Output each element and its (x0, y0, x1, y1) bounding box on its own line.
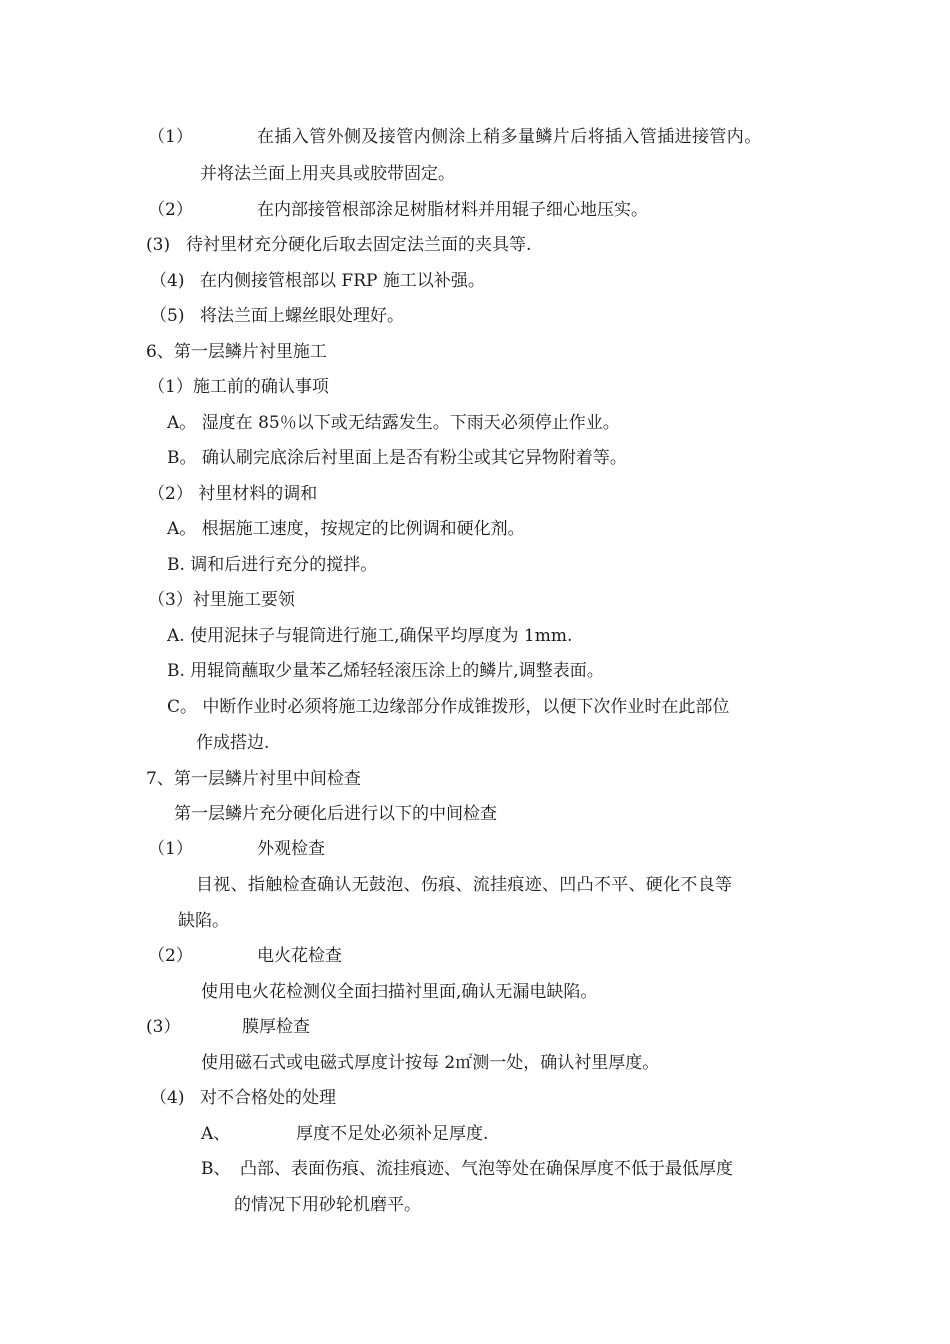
line-text: 凸部、表面伤痕、流挂痕迹、气泡等处在确保厚度不低于最低厚度 (240, 1159, 733, 1179)
line-text: A。 湿度在 85％以下或无结露发生。下雨天必须停止作业。 (167, 413, 620, 433)
list-marker: (3) (146, 235, 171, 255)
line-text: A. 使用泥抹子与辊筒进行施工,确保平均厚度为 1mm. (167, 626, 573, 646)
line-text: A。 根据施工速度，按规定的比例调和硬化剂。 (167, 519, 525, 539)
line-text: 使用电火花检测仪全面扫描衬里面,确认无漏电缺陷。 (201, 982, 598, 1002)
line-text: （3）衬里施工要领 (148, 590, 295, 610)
line-text: 厚度不足处必须补足厚度. (296, 1124, 489, 1144)
line-text: 外观检查 (257, 839, 325, 859)
line-text: 在内侧接管根部以 FRP 施工以补强。 (200, 271, 485, 291)
list-marker: （1） (148, 127, 193, 147)
line-text: 使用磁石式或电磁式厚度计按每 2㎡测一处，确认衬里厚度。 (201, 1053, 660, 1073)
line-text: 的情况下用砂轮机磨平。 (234, 1195, 421, 1215)
line-text: 7、第一层鳞片衬里中间检查 (146, 769, 361, 789)
line-text: 并将法兰面上用夹具或胶带固定。 (200, 164, 455, 184)
line-text: B。 确认刷完底涂后衬里面上是否有粉尘或其它异物附着等。 (167, 448, 627, 468)
list-marker: （4) (150, 271, 185, 291)
list-marker: （5) (150, 306, 185, 326)
line-text: 6、第一层鳞片衬里施工 (146, 342, 327, 362)
line-text: B. 调和后进行充分的搅拌。 (167, 555, 378, 575)
line-text: 在内部接管根部涂足树脂材料并用辊子细心地压实。 (257, 200, 648, 220)
line-text: 电火花检查 (257, 946, 342, 966)
line-text: 在插入管外侧及接管内侧涂上稍多量鳞片后将插入管插进接管内。 (257, 127, 762, 147)
line-text: 缺陷。 (178, 911, 229, 931)
list-marker: A、 (201, 1124, 231, 1144)
list-marker: （2） (148, 200, 193, 220)
list-marker: （1） (148, 839, 193, 859)
line-text: 待衬里材充分硬化后取去固定法兰面的夹具等. (186, 235, 532, 255)
line-text: 将法兰面上螺丝眼处理好。 (200, 306, 404, 326)
line-text: 目视、指触检查确认无鼓泡、伤痕、流挂痕迹、凹凸不平、硬化不良等 (196, 875, 733, 895)
list-marker: （2） (148, 946, 193, 966)
line-text: 膜厚检查 (242, 1017, 310, 1037)
line-text: 第一层鳞片充分硬化后进行以下的中间检查 (174, 804, 497, 824)
line-text: （1）施工前的确认事项 (148, 377, 329, 397)
list-marker: (3） (146, 1017, 181, 1037)
line-text: B. 用辊筒蘸取少量苯乙烯轻轻滚压涂上的鳞片,调整表面。 (167, 661, 604, 681)
list-marker: B、 (201, 1159, 231, 1179)
line-text: （2） 衬里材料的调和 (148, 484, 318, 504)
line-text: 作成搭边. (196, 733, 270, 753)
list-marker: （4) (150, 1088, 185, 1108)
line-text: C。 中断作业时必须将施工边缘部分作成锥拨形，以便下次作业时在此部位 (167, 697, 730, 717)
line-text: 对不合格处的处理 (200, 1088, 336, 1108)
